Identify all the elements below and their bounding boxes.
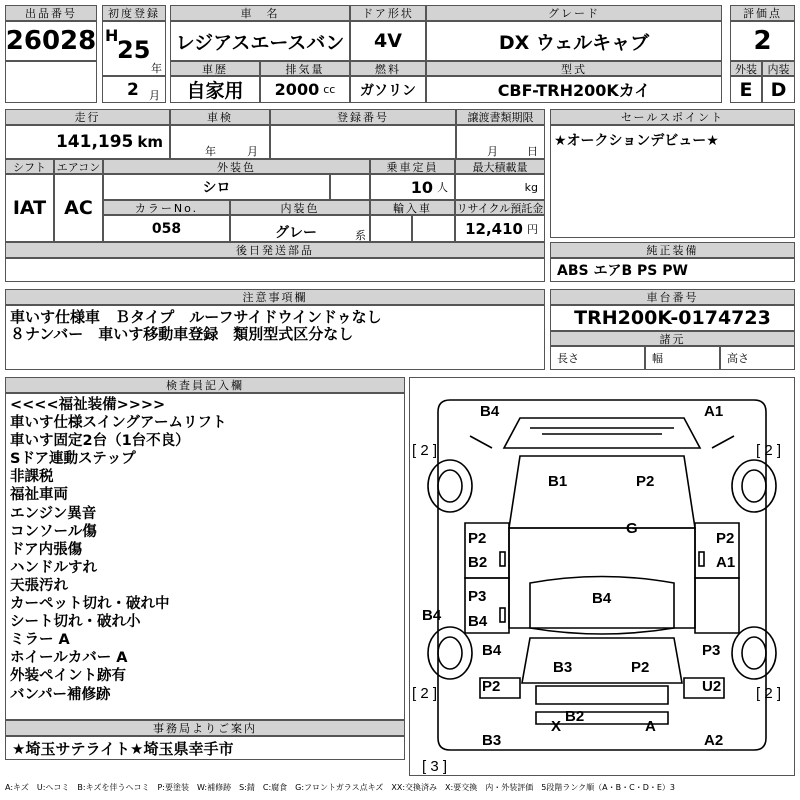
later-parts <box>5 258 545 282</box>
exterior-color-header: 外装色 <box>103 159 370 174</box>
displacement-unit: cc <box>323 83 336 96</box>
import-cell-2 <box>412 215 455 242</box>
transfer-month-unit: 月 <box>487 145 498 158</box>
import-cell-1 <box>370 215 412 242</box>
inspector-note-line: 非課税 <box>10 469 54 486</box>
month-unit: 月 <box>149 89 160 102</box>
max-load-header: 最大積載量 <box>455 159 545 174</box>
inspection-cell <box>170 125 270 159</box>
grade-header: グレード <box>426 5 722 21</box>
displacement-cell <box>260 76 350 103</box>
capacity-unit: 人 <box>437 181 448 194</box>
capacity-cell <box>370 174 455 200</box>
damage-mark: P2 <box>631 659 650 676</box>
inspector-note-line: 車いす固定2台（1台不良） <box>10 433 190 450</box>
damage-mark: A2 <box>704 732 724 749</box>
damage-mark: B2 <box>565 708 585 725</box>
mileage-cell <box>5 125 170 159</box>
exterior-grade: E <box>730 76 762 103</box>
fuel: ガソリン <box>350 76 426 103</box>
damage-mark: B4 <box>480 403 500 420</box>
first-registration-month <box>102 76 166 103</box>
damage-mark: B4 <box>592 590 612 607</box>
displacement: 2000 <box>274 80 320 99</box>
inspector-note-line: ハンドルすれ <box>10 559 97 576</box>
chassis-number: TRH200K-0174723 <box>550 305 795 331</box>
exterior-color-blank <box>330 174 370 200</box>
options-header: 純正装備 <box>550 242 795 258</box>
later-parts-header: 後日発送部品 <box>5 242 545 258</box>
exterior-color: シロ <box>103 174 330 200</box>
height-label: 高さ <box>720 346 795 370</box>
displacement-header: 排気量 <box>260 61 350 76</box>
recycle-fee: 12,410 <box>465 219 523 238</box>
transfer-deadline-cell <box>456 125 545 159</box>
notes-header: 注意事項欄 <box>5 289 545 305</box>
damage-mark: P2 <box>636 473 655 490</box>
transfer-deadline-header: 譲渡書類期限 <box>456 109 545 125</box>
inspector-note-line: シート切れ・破れ小 <box>10 614 141 631</box>
dims-header: 諸元 <box>550 331 795 346</box>
car-name-header: 車 名 <box>170 5 350 21</box>
inspection-header: 車検 <box>170 109 270 125</box>
damage-mark: B2 <box>468 554 488 571</box>
first-registration-header: 初度登録 <box>102 5 166 21</box>
damage-mark: B3 <box>553 659 573 676</box>
inspector-note-line: 外装ペイント跡有 <box>10 668 126 685</box>
model-code: CBF-TRH200Kカイ <box>426 76 722 103</box>
capacity-header: 乗車定員 <box>370 159 455 174</box>
damage-count-bracket: [ 2 ] <box>412 442 438 459</box>
note-line: 車いす仕様車 Ｂタイプ ルーフサイドウインドゥなし <box>10 308 382 326</box>
damage-mark: U2 <box>702 678 722 695</box>
note-line: ８ナンバー 車いす移動車登録 類別型式区分なし <box>10 325 354 343</box>
color-number: 058 <box>103 215 230 242</box>
first-registration-year <box>102 21 166 76</box>
damage-mark: B1 <box>548 473 568 490</box>
inspector-note-line: 車いす仕様スイングアームリフト <box>10 415 227 432</box>
inspection-year-unit: 年 <box>205 145 216 158</box>
recycle-unit: 円 <box>527 222 538 236</box>
inspector-note-line: ミラー A <box>10 632 70 649</box>
damage-mark: A <box>645 718 656 735</box>
inspector-notes <box>5 393 405 720</box>
damage-count-bracket: [ 2 ] <box>756 442 782 459</box>
door-type: 4V <box>350 21 426 61</box>
model-header: 型式 <box>426 61 722 76</box>
inspector-note-line: バンパー補修跡 <box>10 686 111 703</box>
damage-mark: A1 <box>704 403 724 420</box>
year-unit: 年 <box>151 62 162 75</box>
door-type-header: ドア形状 <box>350 5 426 21</box>
damage-mark: B3 <box>482 732 502 749</box>
shift-header: シフト <box>5 159 54 174</box>
inspector-note-line: ホイールカバー A <box>10 650 128 667</box>
history: 自家用 <box>170 76 260 103</box>
damage-count-bracket: [ 2 ] <box>756 685 782 702</box>
capacity: 10 <box>410 177 433 197</box>
office-header: 事務局よりご案内 <box>5 720 405 736</box>
inspection-month-unit: 月 <box>247 145 258 158</box>
era-label: H <box>105 26 119 45</box>
inspector-note-line: エンジン異音 <box>10 505 97 522</box>
aircon-header: エアコン <box>54 159 103 174</box>
damage-mark: B4 <box>468 613 488 630</box>
damage-mark: P2 <box>468 530 487 547</box>
lot-number-blank <box>5 61 97 103</box>
fuel-header: 燃料 <box>350 61 426 76</box>
exterior-grade-header: 外装 <box>730 61 762 76</box>
inspector-note-line: カーペット切れ・破れ中 <box>10 596 170 613</box>
inspector-note-line: Sドア連動ステップ <box>10 451 136 468</box>
inspector-note-line: コンソール傷 <box>10 523 97 540</box>
overall-score: 2 <box>730 21 795 61</box>
registration-year: 25 <box>117 36 151 64</box>
damage-mark: G <box>626 520 638 537</box>
damage-mark: B4 <box>422 607 442 624</box>
mileage-unit: km <box>137 133 163 151</box>
damage-mark: A1 <box>716 554 736 571</box>
damage-count-bracket: [ 3 ] <box>422 758 448 775</box>
history-header: 車歴 <box>170 61 260 76</box>
sales-point-header: セールスポイント <box>550 109 795 125</box>
damage-mark: B4 <box>482 642 502 659</box>
office-info: ★埼玉サテライト★埼玉県幸手市 <box>5 736 405 760</box>
mileage-header: 走行 <box>5 109 170 125</box>
score-header: 評価点 <box>730 5 795 21</box>
max-load-unit: kg <box>524 180 538 194</box>
damage-mark: P2 <box>716 530 735 547</box>
color-number-header: カラーNo. <box>103 200 230 215</box>
aircon: AC <box>54 174 103 242</box>
import-header: 輸入車 <box>370 200 455 215</box>
damage-mark: X <box>551 718 562 735</box>
shift: IAT <box>5 174 54 242</box>
inspector-note-line: 福祉車両 <box>10 487 68 504</box>
inspector-note-line: 天張汚れ <box>10 577 68 594</box>
damage-count-bracket: [ 2 ] <box>412 685 438 702</box>
sales-point: ★オークションデビュー★ <box>550 125 795 238</box>
chassis-header: 車台番号 <box>550 289 795 305</box>
registration-month: 2 <box>127 80 139 100</box>
lot-number-header: 出品番号 <box>5 5 97 21</box>
recycle-cell <box>455 215 545 242</box>
legend: A:キズ U:ヘコミ B:キズを伴うヘコミ P:要塗装 W:補修跡 S:錆 C:腐食 G:フロントガラス点キズ XX:交換済み X:要交換 内・外装評価 5段階ランク順（A・B・C・D・E）3 <box>5 783 676 792</box>
interior-color-header: 内装色 <box>230 200 370 215</box>
transfer-day-unit: 日 <box>527 145 538 158</box>
options: ABS エアB PS PW <box>550 258 795 282</box>
max-load-cell <box>455 174 545 200</box>
lot-number: 26028 <box>5 21 97 61</box>
width-label: 幅 <box>645 346 720 370</box>
interior-color-cell <box>230 215 370 242</box>
damage-mark: P3 <box>468 588 487 605</box>
car-name: レジアスエースバン <box>170 21 350 61</box>
vehicle-diagram <box>409 377 795 776</box>
interior-color: グレー <box>275 225 317 241</box>
grade: DX ウェルキャブ <box>426 21 722 61</box>
inspector-note-line: ドア内張傷 <box>10 541 83 558</box>
mileage: 141,195 <box>55 132 134 152</box>
damage-mark: P2 <box>482 678 501 695</box>
damage-mark: P3 <box>702 642 721 659</box>
plate-header: 登録番号 <box>270 109 456 125</box>
interior-grade-header: 内装 <box>762 61 795 76</box>
length-label: 長さ <box>550 346 645 370</box>
inspector-header: 検査員記入欄 <box>5 377 405 393</box>
interior-grade: D <box>762 76 795 103</box>
notes-box <box>5 305 545 370</box>
recycle-header: リサイクル預託金 <box>456 201 544 215</box>
car-outline-diagram <box>410 378 794 775</box>
plate-cell <box>270 125 456 159</box>
inspector-note-line: <<<<福祉装備>>>> <box>10 397 166 413</box>
interior-color-unit: 系 <box>355 229 366 242</box>
